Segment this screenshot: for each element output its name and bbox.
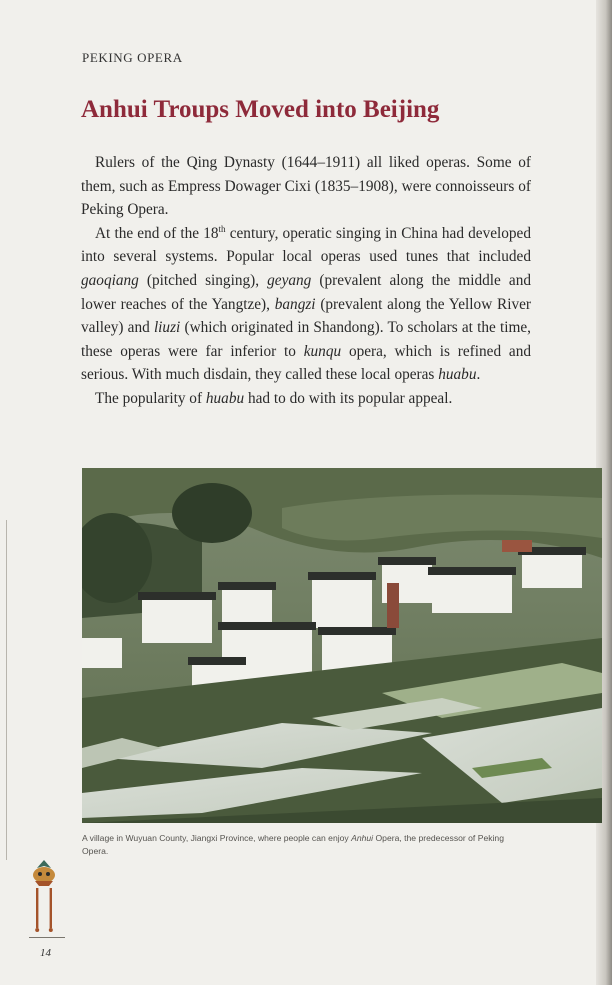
folio-rule <box>29 937 65 938</box>
term-liuzi: liuzi <box>153 319 181 337</box>
term-gaoqiang: gaoqiang <box>81 271 139 289</box>
page-number: 14 <box>40 947 51 959</box>
page-title: Anhui Troups Moved into Beijing <box>81 96 440 123</box>
term-bangzi: bangzi <box>274 295 316 313</box>
paragraph-1: Rulers of the Qing Dynasty (1644–1911) all liked operas. Some of them, such as Empress Dowager Cixi (1835–1908), were connoisseurs of Peking Opera. <box>81 154 531 219</box>
running-head: PEKING OPERA <box>82 50 183 65</box>
village-photo <box>82 468 602 823</box>
term-huabu-2: huabu <box>205 389 245 407</box>
paragraph-3: The popularity of huabu had to do with its popular appeal. <box>95 389 453 407</box>
article-body <box>81 151 531 411</box>
term-huabu: huabu <box>438 366 477 384</box>
term-kunqu: kunqu <box>303 342 342 360</box>
paragraph-2: At the end of the 18th century, operatic singing in China had developed into several systems. Popular local operas used tunes that included gaoqiang (pitched singing), geyang (prevalent along the middle and lower reaches of the Yangtze), bangzi (prevalent along the Yellow River valley) and liuzi (which originated in Shandong). To scholars at the time, these operas were far inferior to kunqu opera, which is refined and serious. With much disdain, they called these local operas huabu. <box>81 223 531 384</box>
opera-mask-ornament-icon <box>29 858 59 942</box>
photo-caption: A village in Wuyuan County, Jiangxi Province, where people can enjoy Anhui Opera, the predecessor of Peking Opera. <box>82 833 504 856</box>
left-margin-line <box>6 520 7 860</box>
term-geyang: geyang <box>267 271 312 289</box>
